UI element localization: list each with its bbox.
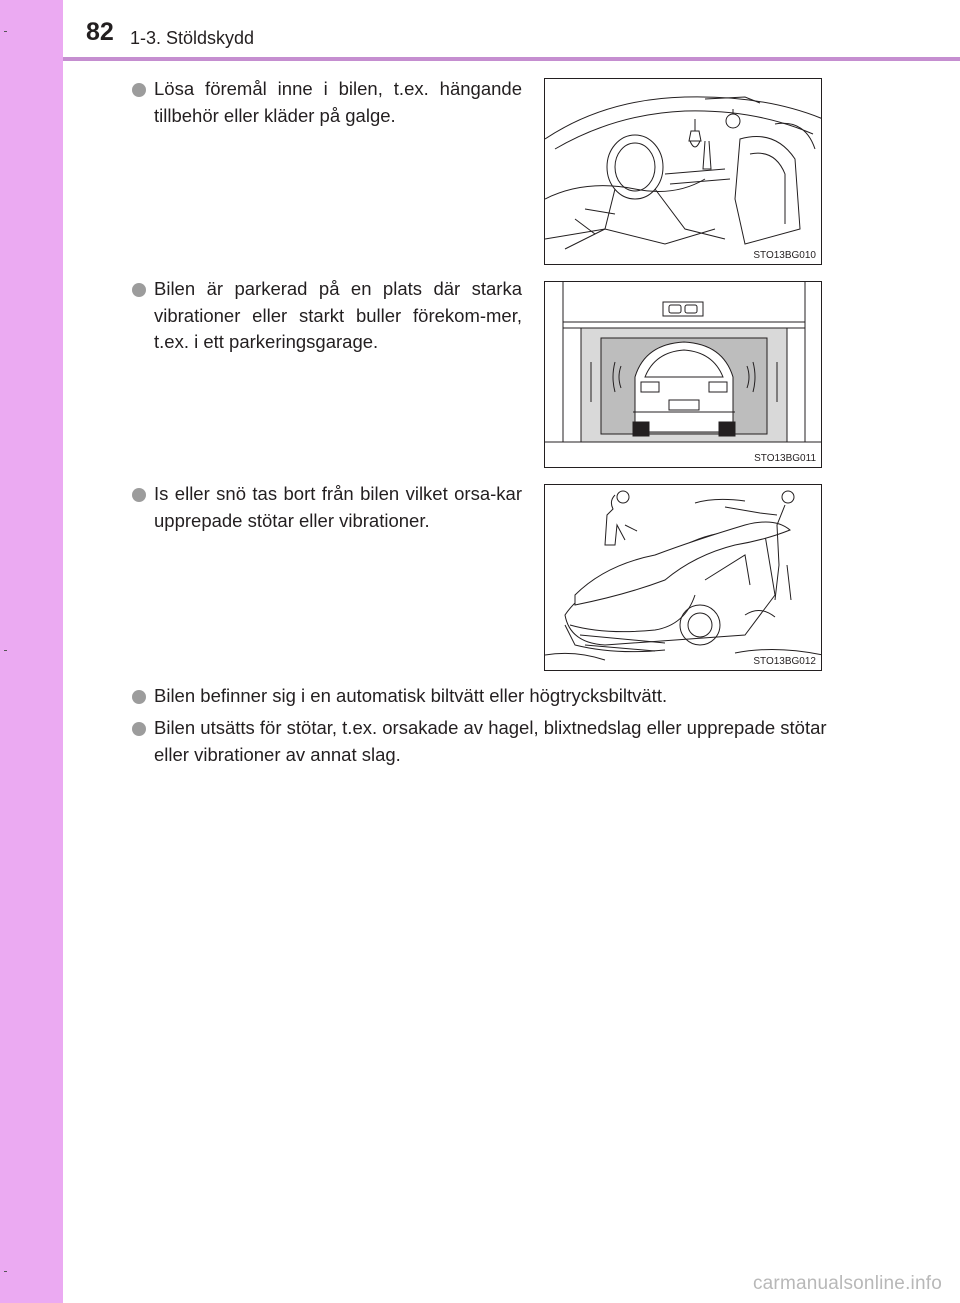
bullet-text: Lösa föremål inne i bilen, t.ex. hängande tillbehör eller kläder på galge. bbox=[154, 78, 522, 126]
page-number: 82 bbox=[86, 18, 114, 46]
crop-mark bbox=[4, 31, 7, 32]
bullet-dot-icon bbox=[132, 283, 146, 297]
crop-mark bbox=[4, 1271, 7, 1272]
bullet-text: Bilen är parkerad på en plats där starka vibrationer eller starkt buller förekom-mer, t.ex. i ett parkeringsgarage. bbox=[154, 278, 522, 352]
bullet-item bbox=[154, 276, 522, 356]
side-margin-band bbox=[0, 0, 63, 1303]
figure-snow-removal bbox=[544, 484, 822, 671]
bullet-item bbox=[154, 715, 854, 768]
figure-car-interior bbox=[544, 78, 822, 265]
figure-code: STO13BG011 bbox=[754, 453, 816, 464]
bullet-item bbox=[154, 683, 854, 710]
section-title: 1-3. Stöldskydd bbox=[130, 28, 255, 48]
figure-garage bbox=[544, 281, 822, 468]
car-in-garage-icon bbox=[545, 282, 822, 468]
bullet-text: Bilen befinner sig i en automatisk biltvätt eller högtrycksbiltvätt. bbox=[154, 685, 668, 706]
bullet-item bbox=[154, 76, 522, 129]
bullet-item bbox=[154, 481, 522, 534]
bullet-dot-icon bbox=[132, 488, 146, 502]
bullet-dot-icon bbox=[132, 690, 146, 704]
figure-code: STO13BG010 bbox=[753, 250, 816, 261]
crop-mark bbox=[4, 650, 7, 651]
header-rule bbox=[63, 57, 960, 61]
bullet-dot-icon bbox=[132, 722, 146, 736]
snow-removal-icon bbox=[545, 485, 822, 671]
watermark: carmanualsonline.info bbox=[752, 1273, 942, 1294]
bullet-text: Is eller snö tas bort från bilen vilket orsa-kar upprepade stötar eller vibrationer. bbox=[154, 483, 522, 531]
bullet-text: Bilen utsätts för stötar, t.ex. orsakade av hagel, blixtnedslag eller upprepade stötar eller vibrationer av annat slag. bbox=[154, 717, 827, 765]
car-interior-hanging-items-icon bbox=[545, 79, 822, 265]
bullet-dot-icon bbox=[132, 83, 146, 97]
figure-code: STO13BG012 bbox=[753, 656, 816, 667]
